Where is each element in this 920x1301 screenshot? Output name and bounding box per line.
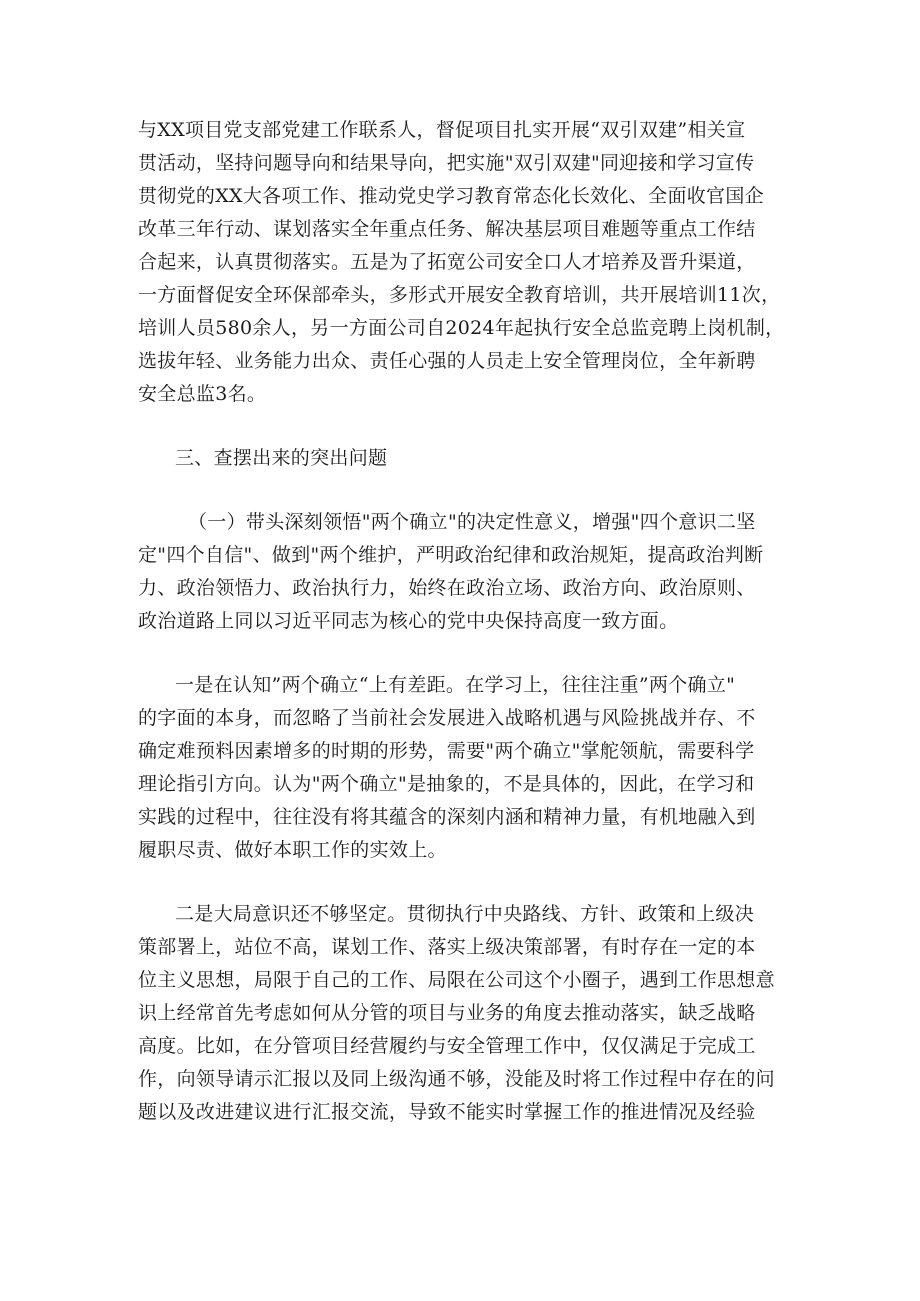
paragraph-line: 的字面的本身，而忽略了当前社会发展进入战略机遇与风险挑战并存、不 bbox=[138, 707, 756, 729]
paragraph-gap bbox=[138, 475, 798, 506]
paragraph-line: 合起来，认真贯彻落实。五是为了拓宽公司安全口人才培养及晋升渠道， bbox=[138, 251, 756, 273]
subsection-line: （一）带头深刻领悟"两个确立"的决定性意义，增强"四个意识二坚 bbox=[188, 511, 756, 533]
paragraph-line: 与XX项目党支部党建工作联系人，督促项目扎实开展“双引双建”相关宣 bbox=[138, 119, 746, 141]
paragraph-line: 一是在认知”两个确立“上有差距。在学习上，往往注重”两个确立" bbox=[175, 674, 736, 696]
paragraph-line: 策部署上，站位不高，谋划工作、落实上级决策部署，有时存在一定的本 bbox=[138, 936, 756, 958]
paragraph-line: 高度。比如，在分管项目经营履约与安全管理工作中，仅仅满足于完成工 bbox=[138, 1035, 756, 1057]
paragraph-line: 位主义思想，局限于自己的工作、局限在公司这个小圈子，遇到工作思想意 bbox=[138, 969, 775, 991]
paragraph-line: 作，向领导请示汇报以及同上级沟通不够，没能及时将工作过程中存在的问 bbox=[138, 1068, 775, 1090]
document-body bbox=[138, 114, 798, 1129]
paragraph-line: 改革三年行动、谋划落实全年重点任务、解决基层项目难题等重点工作结 bbox=[138, 218, 756, 240]
subsection-line: 力、政治领悟力、政治执行力，始终在政治立场、政治方向、政治原则、 bbox=[138, 577, 756, 599]
paragraph-line: 贯彻党的XX大各项工作、推动党史学习教育常态化长效化、全面收官国企 bbox=[138, 185, 764, 207]
paragraph-line: 安全总监3名。 bbox=[138, 383, 267, 405]
paragraph-line: 贯活动，坚持问题导向和结果导向，把实施"双引双建"同迎接和学习宣传 bbox=[138, 152, 755, 174]
paragraph-line: 选拔年轻、业务能力出众、责任心强的人员走上安全管理岗位，全年新聘 bbox=[138, 350, 756, 372]
subsection-line: 政治道路上同以习近平同志为核心的党中央保持高度一致方面。 bbox=[138, 610, 679, 632]
paragraph-line: 理论指引方向。认为"两个确立"是抽象的，不是具体的，因此，在学习和 bbox=[138, 773, 755, 795]
paragraph-line: 一方面督促安全环保部牵头，多形式开展安全教育培训，共开展培训11次， bbox=[138, 284, 781, 306]
paragraph-line: 确定难预料因素增多的时期的形势，需要"两个确立"掌舵领航，需要科学 bbox=[138, 740, 755, 762]
paragraph-line: 实践的过程中，往往没有将其蕴含的深刻内涵和精神力量，有机地融入到 bbox=[138, 806, 756, 828]
paragraph-line: 识上经常首先考虑如何从分管的项目与业务的角度去推动落实，缺乏战略 bbox=[138, 1002, 756, 1024]
paragraph-line: 履职尽责、做好本职工作的实效上。 bbox=[138, 839, 447, 861]
section-heading: 三、查摆出来的突出问题 bbox=[175, 447, 388, 469]
paragraph-gap bbox=[138, 411, 798, 442]
subsection-line: 定"四个自信"、做到"两个维护，严明政治纪律和政治规矩，提高政治判断 bbox=[138, 544, 764, 566]
paragraph-gap bbox=[138, 638, 798, 669]
paragraph-line: 题以及改进建议进行汇报交流，导致不能实时掌握工作的推进情况及经验 bbox=[138, 1101, 756, 1123]
paragraph-gap bbox=[138, 867, 798, 898]
paragraph-line: 二是大局意识还不够坚定。贯彻执行中央路线、方针、政策和上级决 bbox=[175, 903, 755, 925]
paragraph-line: 培训人员580余人，另一方面公司自2024年起执行安全总监竞聘上岗机制， bbox=[138, 317, 785, 339]
